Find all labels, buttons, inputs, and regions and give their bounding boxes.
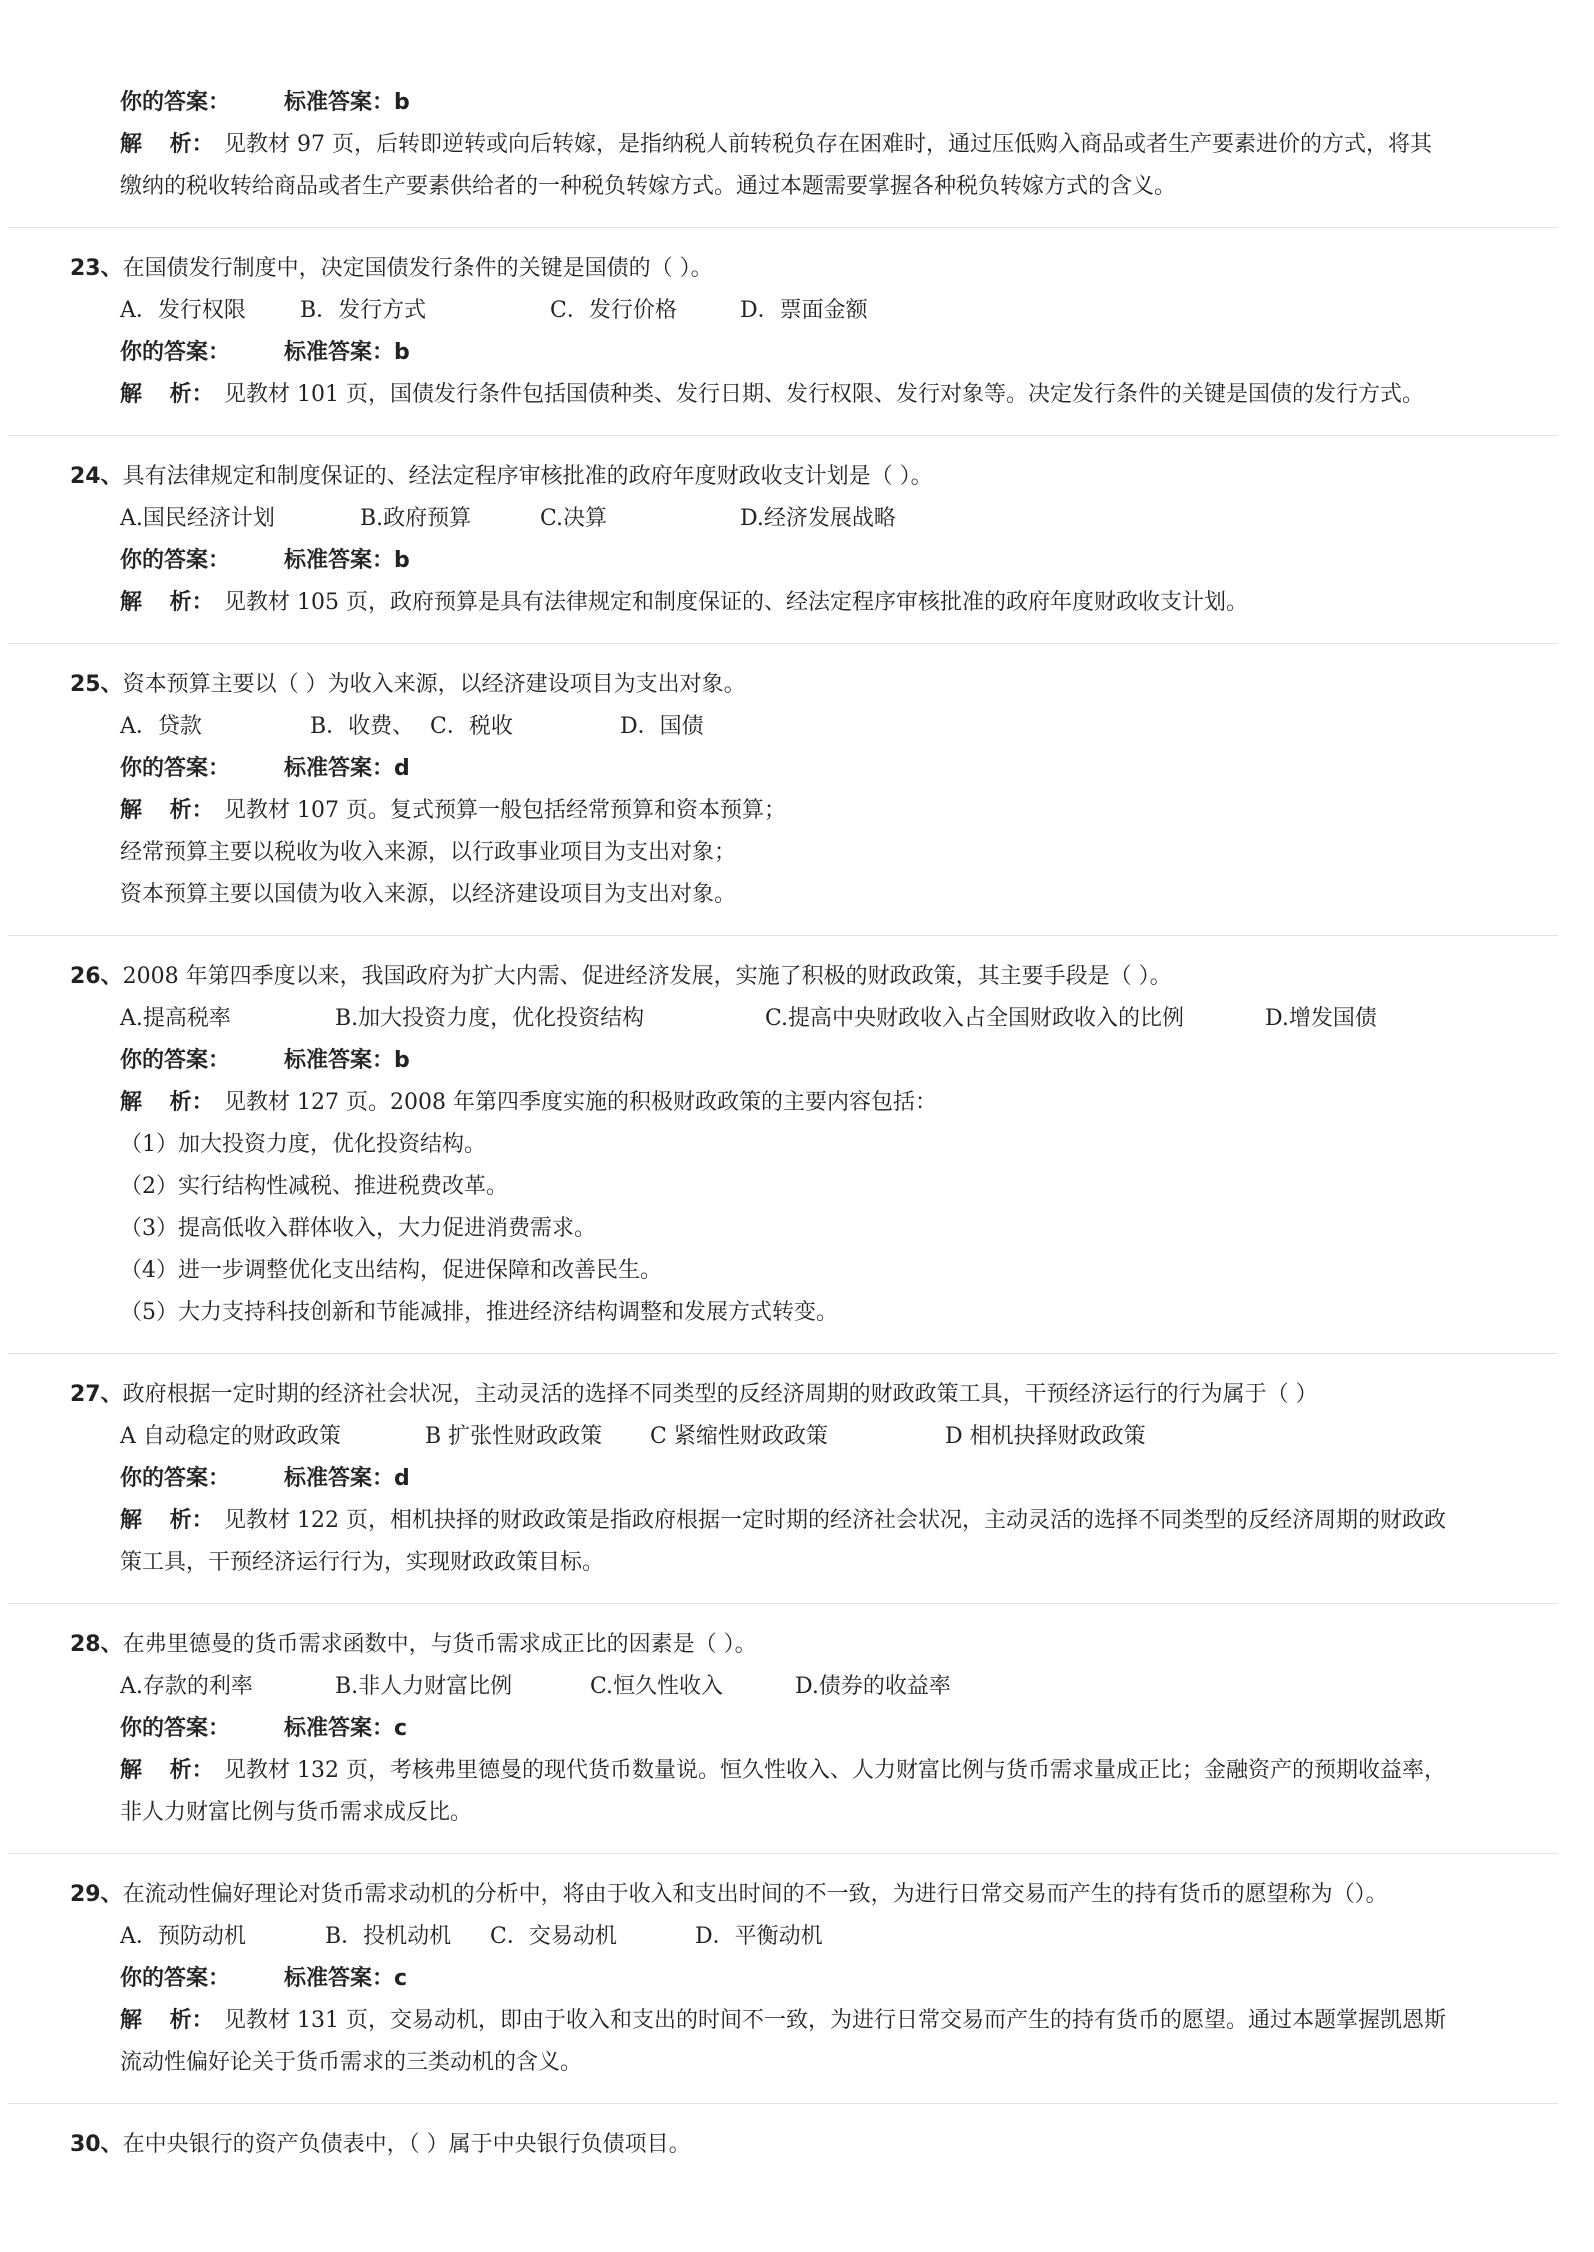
question-stem (70, 2130, 691, 2160)
analysis-text: 见教材 122 页，相机抉择的财政政策是指政府根据一定时期的经济社会状况，主动灵活的选择不同类型的反经济周期的财政政 (224, 1508, 1446, 1533)
question-stem (70, 1880, 1388, 1910)
analysis-text: 缴纳的税收转给商品或者生产要素供给者的一种税负转嫁方式。通过本题需要掌握各种税负转嫁方式的含义。 (120, 174, 1177, 199)
question-stem (70, 254, 713, 284)
option-d: D.债券的收益率 (795, 1674, 951, 1699)
analysis-line (120, 2048, 582, 2078)
your-answer-label: 你的答案： (120, 340, 231, 365)
divider (8, 643, 1558, 644)
option-c: C．交易动机 (490, 1924, 617, 1949)
option-c: C．发行价格 (550, 298, 677, 323)
analysis-label: 解 析： (120, 798, 214, 823)
standard-answer-value: c (394, 1716, 408, 1741)
option-b: B.非人力财富比例 (335, 1674, 513, 1699)
answer-row (120, 1714, 407, 1744)
analysis-line (120, 838, 736, 868)
analysis-line (120, 1130, 486, 1160)
option-b: B．投机动机 (325, 1924, 452, 1949)
analysis-line (120, 880, 736, 910)
analysis-text: 策工具，干预经济运行行为，实现财政政策目标。 (120, 1550, 605, 1575)
standard-answer-label: 标准答案： (284, 1048, 395, 1073)
your-answer-label: 你的答案： (120, 548, 231, 573)
analysis-label: 解 析： (120, 382, 214, 407)
divider (8, 2103, 1558, 2104)
divider (8, 935, 1558, 936)
analysis-label: 解 析： (120, 1090, 214, 1115)
question-stem (70, 670, 746, 700)
divider (8, 1603, 1558, 1604)
analysis-text: （3）提高低收入群体收入，大力促进消费需求。 (120, 1216, 596, 1241)
option-b: B.政府预算 (360, 506, 472, 531)
question-number: 23、 (70, 256, 123, 281)
analysis-text: （1）加大投资力度，优化投资结构。 (120, 1132, 486, 1157)
options-row (120, 1422, 1146, 1452)
analysis-text: 见教材 127 页。2008 年第四季度实施的积极财政政策的主要内容包括： (224, 1090, 937, 1115)
standard-answer-value: b (394, 90, 410, 115)
analysis-text: 流动性偏好论关于货币需求的三类动机的含义。 (120, 2050, 583, 2075)
options-row (120, 504, 896, 534)
option-c: C．税收 (430, 714, 513, 739)
standard-answer-value: c (394, 1966, 408, 1991)
options-row (120, 1672, 951, 1702)
standard-answer-value: b (394, 1048, 410, 1073)
option-d: D．票面金额 (740, 298, 868, 323)
analysis-text: 资本预算主要以国债为收入来源，以经济建设项目为支出对象。 (120, 882, 737, 907)
standard-answer-label: 标准答案： (284, 90, 395, 115)
standard-answer-value: b (394, 548, 410, 573)
standard-answer-label: 标准答案： (284, 1466, 395, 1491)
analysis-line (120, 1172, 508, 1202)
analysis-label: 解 析： (120, 590, 214, 615)
options-row (120, 1004, 1377, 1034)
option-d: D.经济发展战略 (740, 506, 896, 531)
standard-answer-label: 标准答案： (284, 1716, 395, 1741)
divider (8, 227, 1558, 228)
option-a: A 自动稳定的财政政策 (120, 1424, 341, 1449)
analysis-line (120, 130, 1432, 160)
option-a: A.国民经济计划 (120, 506, 275, 531)
analysis-line (120, 380, 1424, 410)
question-text: 在流动性偏好理论对货币需求动机的分析中，将由于收入和支出时间的不一致，为进行日常交易而产生的持有货币的愿望称为（）。 (122, 1882, 1388, 1907)
your-answer-label: 你的答案： (120, 1966, 231, 1991)
option-d: D 相机抉择财政政策 (945, 1424, 1146, 1449)
analysis-label: 解 析： (120, 2008, 214, 2033)
divider (8, 1353, 1558, 1354)
standard-answer-label: 标准答案： (284, 1966, 395, 1991)
analysis-text: 见教材 132 页，考核弗里德曼的现代货币数量说。恒久性收入、人力财富比例与货币需求量成正比；金融资产的预期收益率， (224, 1758, 1446, 1783)
standard-answer-label: 标准答案： (284, 340, 395, 365)
analysis-line (120, 1756, 1446, 1786)
divider (8, 1853, 1558, 1854)
analysis-text: 见教材 131 页，交易动机，即由于收入和支出的时间不一致，为进行日常交易而产生的持有货币的愿望。通过本题掌握凯恩斯 (224, 2008, 1446, 2033)
options-row (120, 1922, 823, 1952)
answer-row (120, 338, 410, 368)
question-text: 在中央银行的资产负债表中，（ ）属于中央银行负债项目。 (122, 2132, 691, 2157)
answer-row (120, 1464, 410, 1494)
question-stem (70, 962, 1172, 992)
analysis-text: 见教材 97 页，后转即逆转或向后转嫁，是指纳税人前转税负存在困难时，通过压低购入商品或者生产要素进价的方式，将其 (224, 132, 1432, 157)
analysis-line (120, 172, 1176, 202)
analysis-text: 见教材 105 页，政府预算是具有法律规定和制度保证的、经法定程序审核批准的政府年度财政收支计划。 (224, 590, 1248, 615)
answer-row (120, 754, 410, 784)
question-number: 24、 (70, 464, 123, 489)
question-number: 29、 (70, 1882, 123, 1907)
standard-answer-value: d (394, 1466, 410, 1491)
option-d: D．国债 (620, 714, 704, 739)
analysis-line (120, 588, 1248, 618)
your-answer-label: 你的答案： (120, 1466, 231, 1491)
option-d: D.增发国债 (1265, 1006, 1377, 1031)
option-b: B．发行方式 (300, 298, 427, 323)
option-a: A．发行权限 (120, 298, 246, 323)
question-number: 27、 (70, 1382, 123, 1407)
analysis-text: 见教材 107 页。复式预算一般包括经常预算和资本预算； (224, 798, 786, 823)
analysis-line (120, 796, 786, 826)
analysis-label: 解 析： (120, 1508, 214, 1533)
question-text: 在国债发行制度中，决定国债发行条件的关键是国债的（ ）。 (122, 256, 713, 281)
standard-answer-label: 标准答案： (284, 756, 395, 781)
question-text: 资本预算主要以（ ）为收入来源，以经济建设项目为支出对象。 (122, 672, 746, 697)
analysis-line (120, 1088, 937, 1118)
question-stem (70, 462, 933, 492)
your-answer-label: 你的答案： (120, 90, 231, 115)
option-a: A．预防动机 (120, 1924, 246, 1949)
answer-row (120, 1046, 410, 1076)
option-b: B．收费、 (310, 714, 415, 739)
answer-row (120, 546, 410, 576)
divider (8, 435, 1558, 436)
analysis-text: 见教材 101 页，国债发行条件包括国债种类、发行日期、发行权限、发行对象等。决定发行条件的关键是国债的发行方式。 (224, 382, 1424, 407)
analysis-text: 非人力财富比例与货币需求成反比。 (120, 1800, 473, 1825)
option-c: C.提高中央财政收入占全国财政收入的比例 (765, 1006, 1185, 1031)
option-c: C 紧缩性财政政策 (650, 1424, 828, 1449)
question-number: 30、 (70, 2132, 123, 2157)
your-answer-label: 你的答案： (120, 1716, 231, 1741)
question-stem (70, 1630, 757, 1660)
option-a: A.提高税率 (120, 1006, 231, 1031)
analysis-text: （5）大力支持科技创新和节能减排，推进经济结构调整和发展方式转变。 (120, 1300, 838, 1325)
standard-answer-value: b (394, 340, 410, 365)
option-b: B.加大投资力度，优化投资结构 (335, 1006, 645, 1031)
options-row (120, 296, 868, 326)
option-d: D．平衡动机 (695, 1924, 823, 1949)
question-text: 具有法律规定和制度保证的、经法定程序审核批准的政府年度财政收支计划是（ ）。 (122, 464, 933, 489)
question-text: 2008 年第四季度以来，我国政府为扩大内需、促进经济发展，实施了积极的财政政策，其主要手段是（ ）。 (122, 964, 1172, 989)
analysis-text: 经常预算主要以税收为收入来源，以行政事业项目为支出对象； (120, 840, 737, 865)
option-a: A.存款的利率 (120, 1674, 253, 1699)
analysis-label: 解 析： (120, 132, 214, 157)
question-text: 在弗里德曼的货币需求函数中，与货币需求成正比的因素是（ ）。 (122, 1632, 757, 1657)
your-answer-label: 你的答案： (120, 1048, 231, 1073)
question-number: 26、 (70, 964, 123, 989)
answer-row (120, 1964, 407, 1994)
analysis-line (120, 1548, 604, 1578)
analysis-line (120, 1506, 1446, 1536)
answer-row (120, 88, 410, 118)
options-row (120, 712, 704, 742)
question-number: 25、 (70, 672, 123, 697)
option-a: A．贷款 (120, 714, 202, 739)
standard-answer-value: d (394, 756, 410, 781)
analysis-line (120, 1798, 472, 1828)
option-c: C.决算 (540, 506, 608, 531)
your-answer-label: 你的答案： (120, 756, 231, 781)
analysis-label: 解 析： (120, 1758, 214, 1783)
standard-answer-label: 标准答案： (284, 548, 395, 573)
analysis-text: （2）实行结构性减税、推进税费改革。 (120, 1174, 508, 1199)
option-b: B 扩张性财政政策 (425, 1424, 603, 1449)
question-number: 28、 (70, 1632, 123, 1657)
option-c: C.恒久性收入 (590, 1674, 724, 1699)
analysis-line (120, 1214, 596, 1244)
analysis-line (120, 1256, 662, 1286)
question-stem (70, 1380, 1318, 1410)
question-text: 政府根据一定时期的经济社会状况，主动灵活的选择不同类型的反经济周期的财政政策工具，干预经济运行的行为属于（ ） (122, 1382, 1318, 1407)
analysis-text: （4）进一步调整优化支出结构，促进保障和改善民生。 (120, 1258, 662, 1283)
analysis-line (120, 1298, 838, 1328)
analysis-line (120, 2006, 1446, 2036)
